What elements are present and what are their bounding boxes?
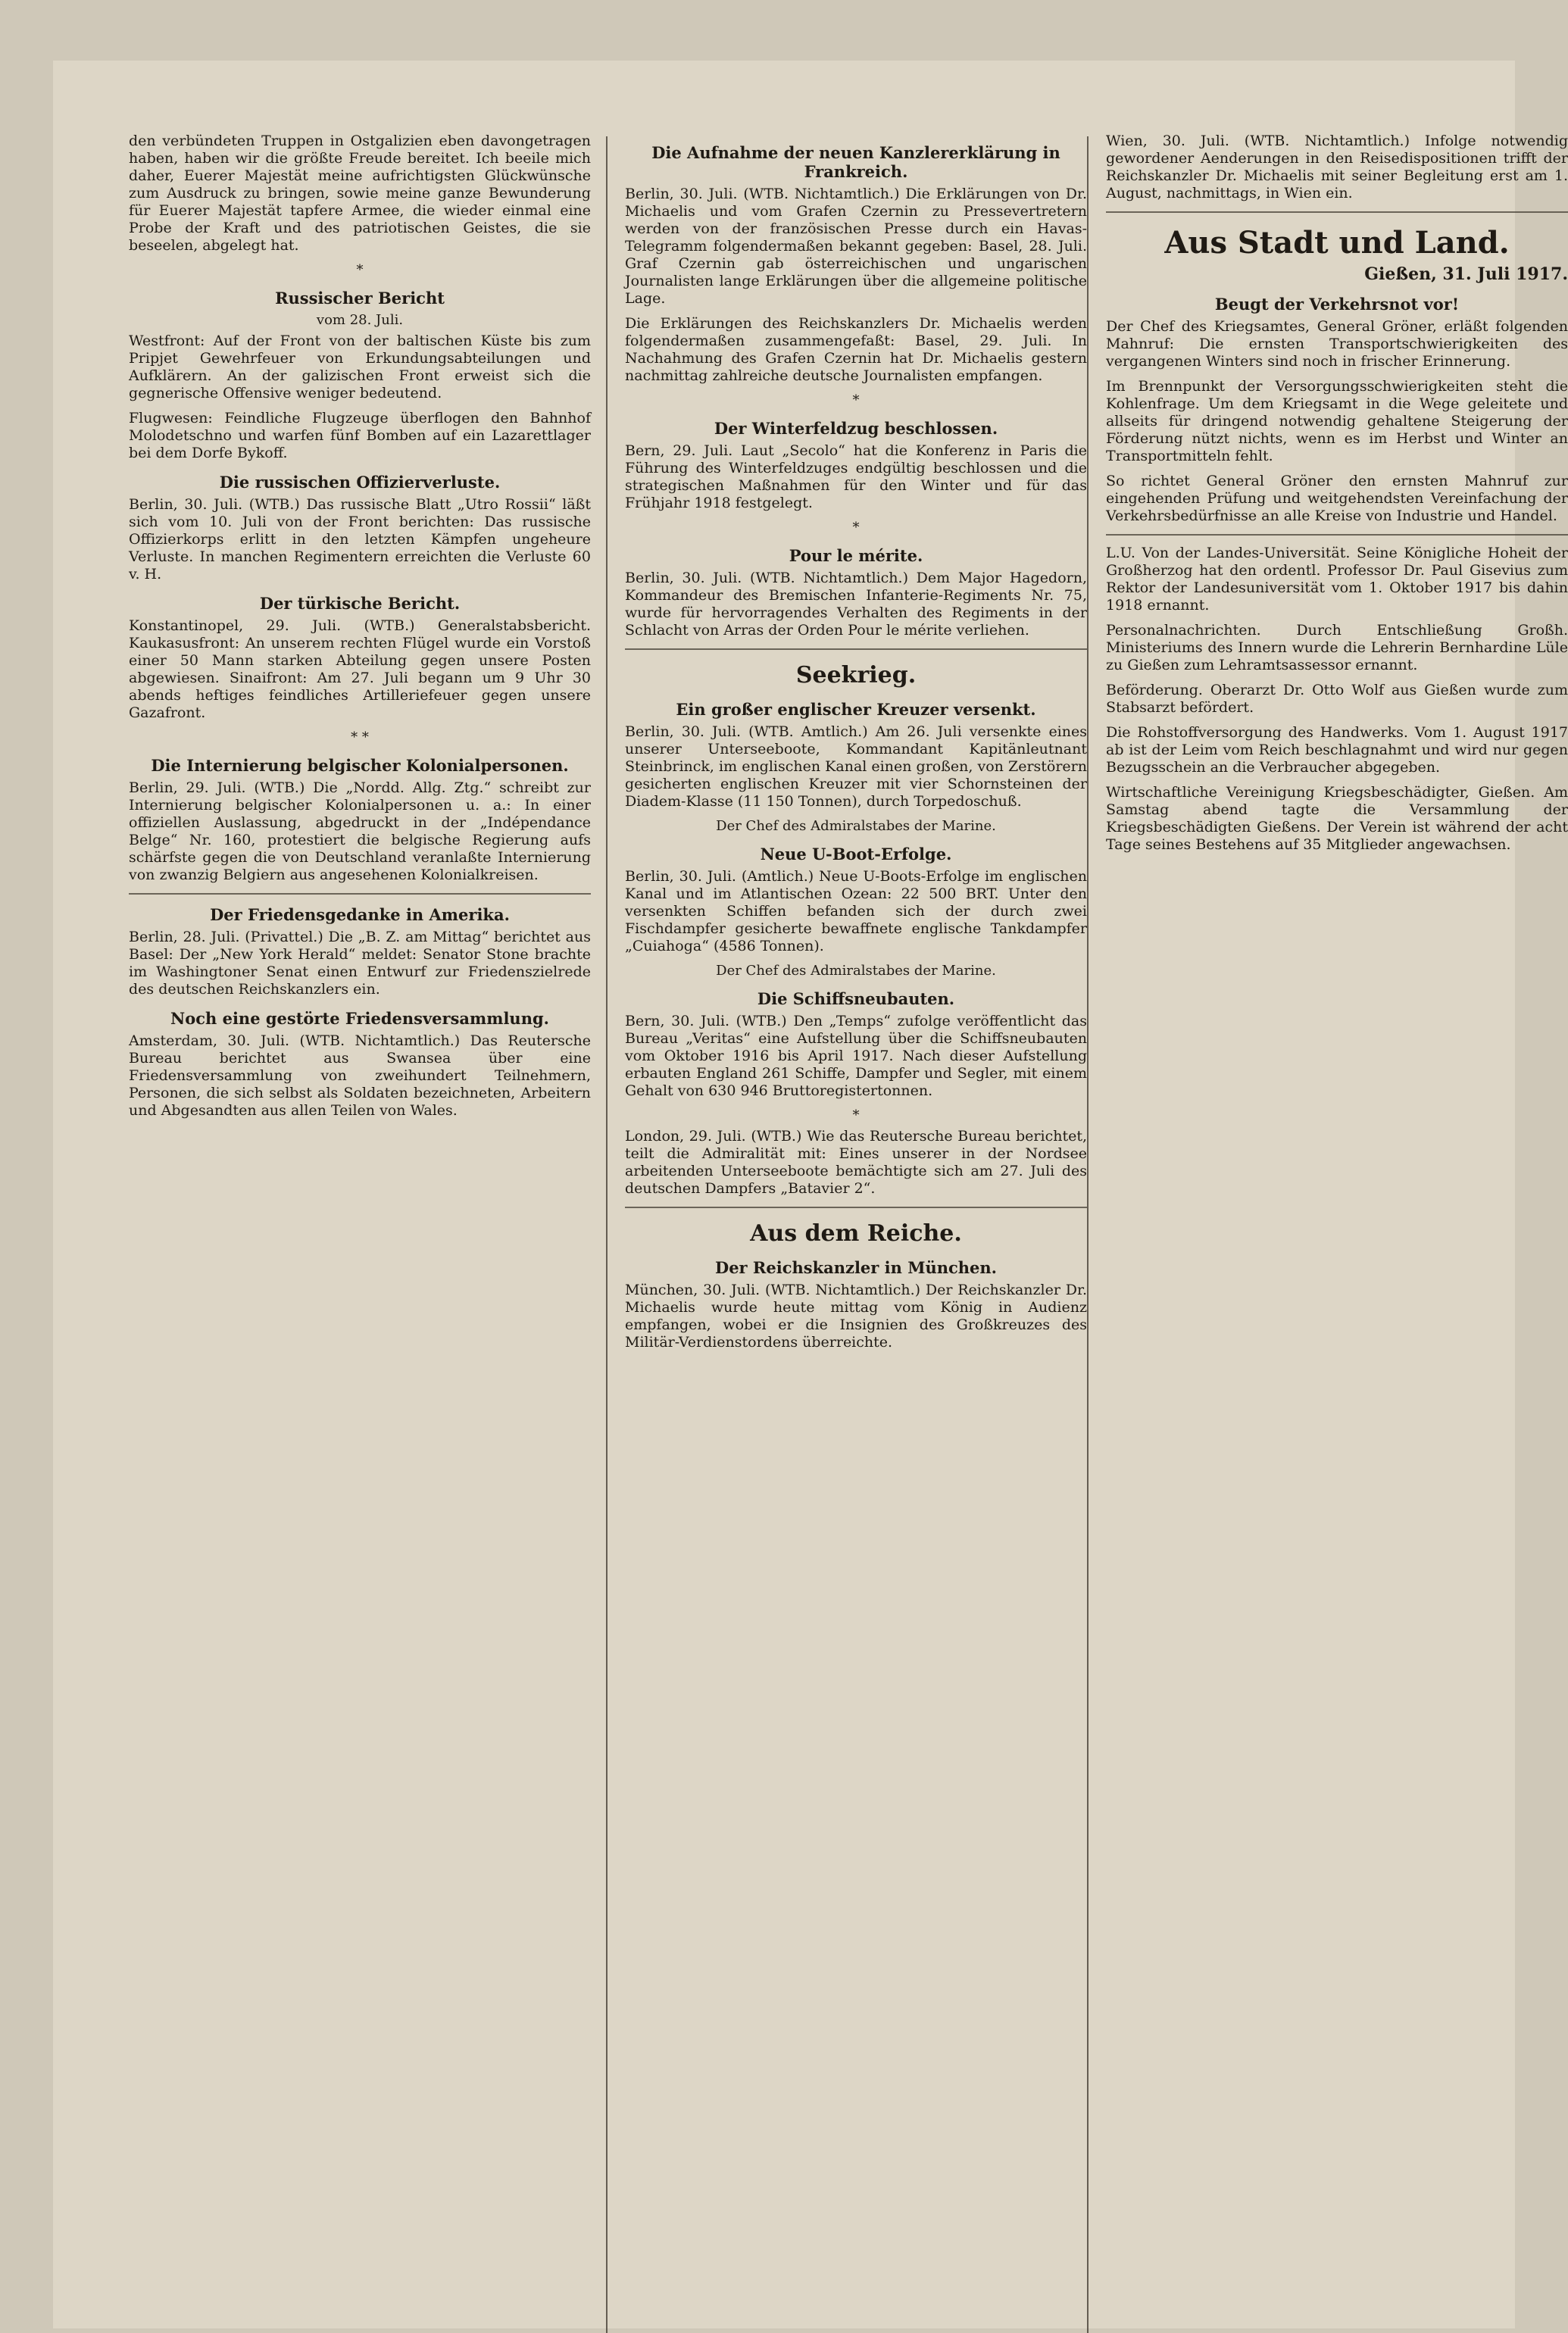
divider	[1106, 534, 1568, 536]
paragraph: Berlin, 30. Juli. (WTB. Nichtamtlich.) Die Erklärungen von Dr. Michaelis und vom Grafen Czernin zu Pressevertretern werden von der französischen Presse durch ein Havas-Telegramm folgendermaßen bekannt gegeben: Basel, 28. Juli. Graf Czernin gab österreichischen und ungarischen Journalisten lange Erklärungen über die allgemeine politische Lage.	[625, 186, 1087, 307]
paragraph: London, 29. Juli. (WTB.) Wie das Reutersche Bureau berichtet, teilt die Admiralität mit: Eines unserer in der Nordsee arbeitenden Unterseeboote bemächtigte sich am 27. Juli des deutschen Dampfers „Batavier 2“.	[625, 1128, 1087, 1197]
paragraph: L.U. Von der Landes-Universität. Seine Königliche Hoheit der Großherzog hat den ordentl. Professor Dr. Paul Gisevius zum Rektor der Landesuniversität vom 1. Oktober 1917 bis dahin 1918 ernannt.	[1106, 545, 1568, 614]
column-2	[625, 133, 1087, 1359]
paragraph: Berlin, 30. Juli. (WTB.) Das russische Blatt „Utro Rossii“ läßt sich vom 10. Juli von der Front berichten: Das russische Offizierkorps erlitt in den letzten Kämpfen ungeheure Verluste. In manchen Regimentern erreichten die Verluste 60 v. H.	[129, 496, 591, 582]
paragraph: Berlin, 30. Juli. (Amtlich.) Neue U-Boots-Erfolge im englischen Kanal und im Atlantischen Ozean: 22 500 BRT. Unter den versenkten Schiffen befanden sich der durch zwei Fischdampfer gesicherte bewaffnete englische Tankdampfer „Cuiahoga“ (4586 Tonnen).	[625, 868, 1087, 954]
article-headline: Russischer Bericht	[275, 289, 445, 308]
article-headline: Die russischen Offizierverluste.	[219, 473, 501, 492]
separator-star: *	[356, 262, 364, 278]
article-headline: Der Winterfeldzug beschlossen.	[714, 419, 998, 438]
paragraph: Konstantinopel, 29. Juli. (WTB.) Generalstabsbericht. Kaukasusfront: An unserem rechten Flügel wurde ein Vorstoß einer 50 Mann starken Abteilung gegen unsere Posten abgewiesen. Sinaifront: Am 27. Juli begann um 9 Uhr 30 abends heftiges feindliches Artilleriefeuer gegen unsere Gazafront.	[129, 617, 591, 721]
newspaper-page	[53, 61, 1568, 2328]
article-headline: Neue U-Boot-Erfolge.	[760, 845, 952, 864]
paragraph: Personalnachrichten. Durch Entschließung Großh. Ministeriums des Innern wurde die Lehrerin Bernhardine Lüle zu Gießen zum Lehramtsassessor ernannt.	[1106, 622, 1568, 673]
article-headline: Noch eine gestörte Friedensversammlung.	[170, 1009, 549, 1028]
column-rule	[1087, 136, 1089, 2333]
section-headline: Aus dem Reiche.	[750, 1220, 962, 1247]
paragraph: Amsterdam, 30. Juli. (WTB. Nichtamtlich.) Das Reutersche Bureau berichtet aus Swansea über eine Friedensversammlung von zweihundert Teilnehmern, Personen, die sich selbst als Soldaten bezeichneten, Arbeitern und Abgesandten aus allen Teilen von Wales.	[129, 1032, 591, 1119]
paragraph: Bern, 29. Juli. Laut „Secolo“ hat die Konferenz in Paris die Führung des Winterfeldzuges endgültig beschlossen und die strategischen Maßnahmen für den Winter und für das Frühjahr 1918 festgelegt.	[625, 442, 1087, 511]
paragraph: Berlin, 28. Juli. (Privattel.) Die „B. Z. am Mittag“ berichtet aus Basel: Der „New York Herald“ meldet: Senator Stone brachte im Washingtoner Senat einen Entwurf zur Friedenszielrede des deutschen Reichskanzlers ein.	[129, 929, 591, 998]
article-headline: Die Internierung belgischer Kolonialpersonen.	[151, 756, 569, 775]
separator-star: * *	[351, 729, 369, 745]
paragraph: Flugwesen: Feindliche Flugzeuge überflogen den Bahnhof Molodetschno und warfen fünf Bomben auf ein Lazarettlager bei dem Dorfe Bykoff.	[129, 410, 591, 461]
paragraph: Im Brennpunkt der Versorgungsschwierigkeiten steht die Kohlenfrage. Um dem Kriegsamt in die Wege geleitete und allseits für dringend notwendig gehaltene Steigerung der Förderung nützt nichts, wenn es im Herbst und Winter an Transportmitteln fehlt.	[1106, 378, 1568, 464]
paragraph: Berlin, 30. Juli. (WTB. Nichtamtlich.) Dem Major Hagedorn, Kommandeur des Bremischen Infanterie-Regiments Nr. 75, wurde für hervorragendes Verhalten des Regiments in der Schlacht von Arras der Orden Pour le mérite verliehen.	[625, 570, 1087, 639]
paragraph: Der Chef des Kriegsamtes, General Gröner, erläßt folgenden Mahnruf: Die ernsten Transportschwierigkeiten des vergangenen Winters sind noch in frischer Erinnerung.	[1106, 318, 1568, 370]
article-headline: Pour le mérite.	[789, 546, 923, 565]
signature: Der Chef des Admiralstabes der Marine.	[716, 963, 996, 979]
paragraph: Westfront: Auf der Front von der baltischen Küste bis zum Pripjet Gewehrfeuer von Erkundungsabteilungen und Aufklärern. An der galizischen Front erweist sich die gegnerische Offensive weniger bedeutend.	[129, 333, 591, 401]
paragraph: So richtet General Gröner den ernsten Mahnruf zur eingehenden Prüfung und weitgehendsten Vereinfachung der Verkehrsbedürfnisse an alle Kreise von Industrie und Handel.	[1106, 473, 1568, 524]
paragraph: den verbündeten Truppen in Ostgalizien eben davongetragen haben, haben wir die größte Freude bereitet. Ich beeile mich daher, Euerer Majestät meine aufrichtigsten Glückwünsche zum Ausdruck zu bringen, sowie meine ganze Bewunderung für Euerer Majestät tapfere Armee, die wieder einmal eine Probe der Kraft und des patriotischen Geistes, die sie beseelen, abgelegt hat.	[129, 133, 591, 254]
separator-star: *	[852, 1107, 860, 1123]
article-headline: Ein großer englischer Kreuzer versenkt.	[676, 700, 1036, 719]
paragraph: Beförderung. Oberarzt Dr. Otto Wolf aus Gießen wurde zum Stabsarzt befördert.	[1106, 682, 1568, 716]
paragraph: Wirtschaftliche Vereinigung Kriegsbeschädigter, Gießen. Am Samstag abend tagte die Versammlung der Kriegsbeschädigten Gießens. Der Verein ist während der acht Tage seines Bestehens auf 35 Mitglieder angewachsen.	[1106, 784, 1568, 853]
section-headline: Aus Stadt und Land.	[1164, 225, 1510, 261]
paragraph: Wien, 30. Juli. (WTB. Nichtamtlich.) Infolge notwendig gewordener Aenderungen in den Reisedispositionen trifft der Reichskanzler Dr. Michaelis mit seiner Begleitung erst am 1. August, nachmittags, in Wien ein.	[1106, 133, 1568, 201]
paragraph: Berlin, 29. Juli. (WTB.) Die „Nordd. Allg. Ztg.“ schreibt zur Internierung belgischer Kolonialpersonen u. a.: In einer offiziellen Auslassung, abgedruckt in der „Indépendance Belge“ Nr. 160, protestiert die belgische Regierung aufs schärfste gegen die von Deutschland veranlaßte Internierung von zwanzig Belgiern aus angesehenen Kolonialkreisen.	[129, 779, 591, 883]
divider	[625, 648, 1087, 650]
separator-star: *	[852, 392, 860, 408]
paragraph: Bern, 30. Juli. (WTB.) Den „Temps“ zufolge veröffentlicht das Bureau „Veritas“ eine Aufstellung über die Schiffsneubauten vom Oktober 1916 bis April 1917. Nach dieser Aufstellung erbauten England 261 Schiffe, Dampfer und Segler, mit einem Gehalt von 630 946 Bruttoregistertonnen.	[625, 1013, 1087, 1099]
article-headline: Der türkische Bericht.	[259, 594, 461, 613]
article-headline: Die Schiffsneubauten.	[757, 989, 955, 1008]
article-headline: Der Reichskanzler in München.	[714, 1258, 997, 1277]
paragraph: Die Erklärungen des Reichskanzlers Dr. Michaelis werden folgendermaßen zusammengefaßt: Basel, 29. Juli. In Nachahmung des Grafen Czernin hat Dr. Michaelis gestern nachmittag zahlreiche deutsche Journalisten empfangen.	[625, 315, 1087, 384]
column-1	[129, 133, 591, 1127]
paragraph: München, 30. Juli. (WTB. Nichtamtlich.) Der Reichskanzler Dr. Michaelis wurde heute mittag vom König in Audienz empfangen, wobei er die Insignien des Großkreuzes des Militär-Verdienstordens überreichte.	[625, 1282, 1087, 1351]
divider	[129, 893, 591, 895]
column-rule	[606, 136, 608, 2333]
divider	[625, 1207, 1087, 1208]
separator-star: *	[852, 520, 860, 536]
paragraph: Berlin, 30. Juli. (WTB. Amtlich.) Am 26. Juli versenkte eines unserer Unterseeboote, Kommandant Kapitänleutnant Steinbrinck, im englischen Kanal einen großen, von Zerstörern gesicherten englischen Kreuzer mit vier Schornsteinen der Diadem-Klasse (11 150 Tonnen), durch Torpedoschuß.	[625, 723, 1087, 810]
article-headline: Die Aufnahme der neuen Kanzlererklärung in Frankreich.	[651, 143, 1060, 181]
article-dateline: vom 28. Juli.	[316, 312, 404, 328]
column-3	[1106, 133, 1568, 861]
signature: Der Chef des Admiralstabes der Marine.	[716, 818, 996, 834]
dateline: Gießen, 31. Juli 1917.	[1364, 264, 1568, 284]
paragraph: Die Rohstoffversorgung des Handwerks. Vom 1. August 1917 ab ist der Leim vom Reich beschlagnahmt und wird nur gegen Bezugsschein an die Verbraucher abgegeben.	[1106, 724, 1568, 776]
article-headline: Beugt der Verkehrsnot vor!	[1214, 295, 1460, 314]
section-headline: Seekrieg.	[795, 662, 917, 689]
article-headline: Der Friedensgedanke in Amerika.	[210, 905, 510, 924]
divider	[1106, 211, 1568, 213]
